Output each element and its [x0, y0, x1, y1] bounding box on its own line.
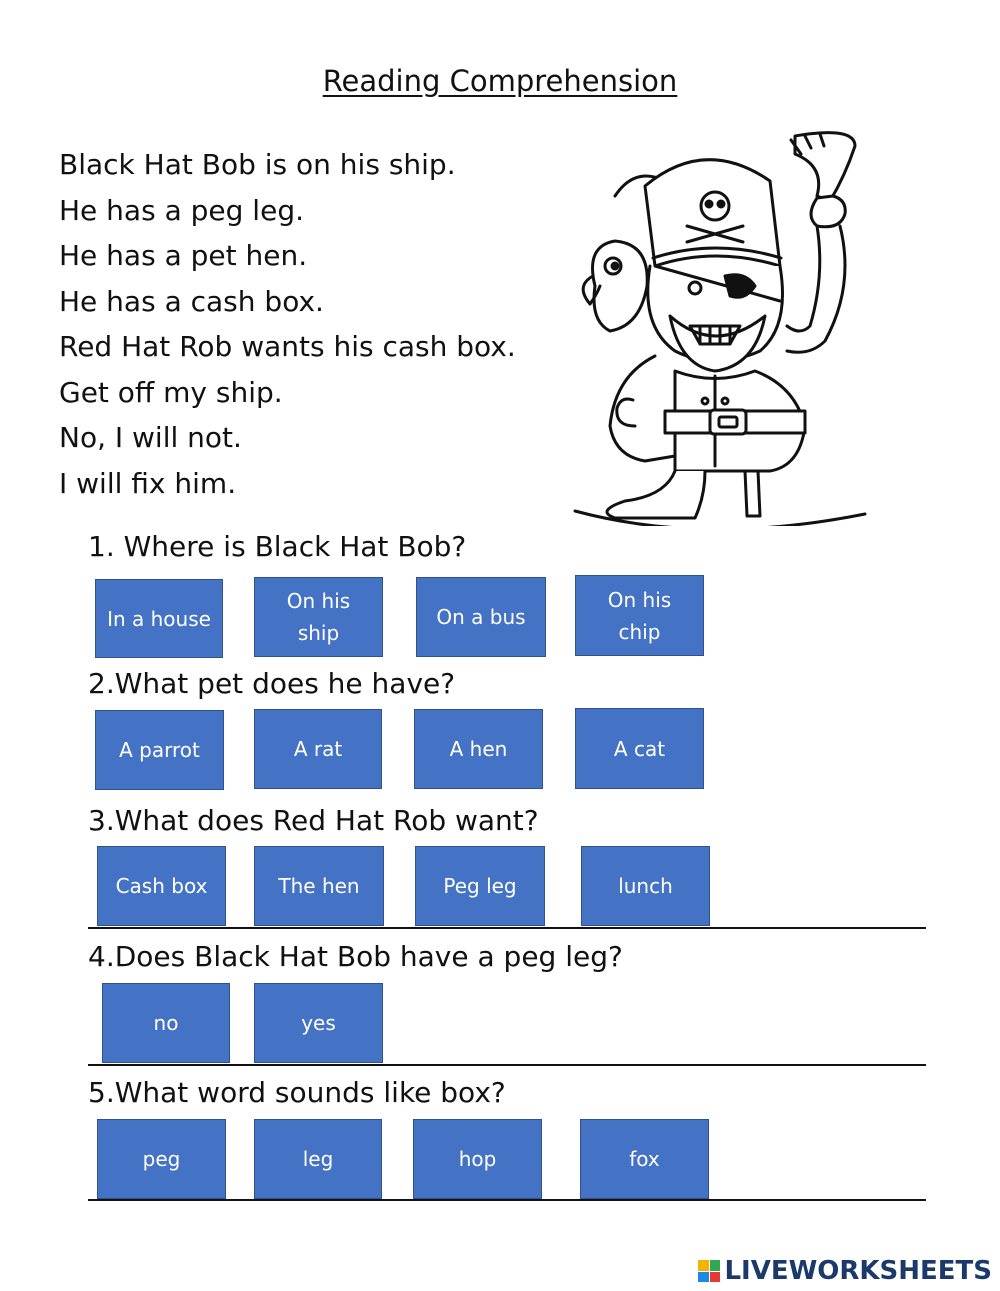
- q5-option-4-button[interactable]: fox: [580, 1119, 709, 1199]
- story-line: Red Hat Rob wants his cash box.: [59, 330, 516, 363]
- q5-option-3-button[interactable]: hop: [413, 1119, 542, 1199]
- question-1: 1. Where is Black Hat Bob?: [88, 530, 467, 563]
- brand-name: LIVEWORKSHEETS: [724, 1256, 992, 1286]
- question-2: 2.What pet does he have?: [88, 667, 456, 700]
- worksheet-title: Reading Comprehension: [322, 64, 678, 98]
- story-line: Black Hat Bob is on his ship.: [59, 148, 456, 181]
- brand-footer: [698, 1254, 992, 1288]
- pirate-illustration-icon: [555, 126, 885, 526]
- answer-line: [88, 927, 926, 929]
- story-line: He has a pet hen.: [59, 239, 308, 272]
- q4-option-1-button[interactable]: no: [102, 983, 230, 1063]
- story-line: He has a peg leg.: [59, 193, 304, 227]
- answer-line: [88, 1064, 926, 1066]
- liveworksheets-logo-icon: [698, 1260, 720, 1282]
- q3-option-1-button[interactable]: Cash box: [97, 846, 226, 926]
- q4-option-2-button[interactable]: yes: [254, 983, 383, 1063]
- q2-option-3-button[interactable]: A hen: [414, 709, 543, 789]
- q3-option-4-button[interactable]: lunch: [581, 846, 710, 926]
- q3-option-3-button[interactable]: Peg leg: [415, 846, 545, 926]
- answer-line: [88, 1199, 926, 1201]
- q2-option-2-button[interactable]: A rat: [254, 709, 382, 789]
- q1-option-3-button[interactable]: On a bus: [416, 577, 546, 657]
- question-5: 5.What word sounds like box?: [88, 1076, 506, 1109]
- story-line: No, I will not.: [59, 421, 242, 454]
- question-3: 3.What does Red Hat Rob want?: [88, 804, 539, 837]
- q1-option-4-button[interactable]: On his chip: [575, 575, 704, 656]
- q1-option-2-button[interactable]: On his ship: [254, 577, 383, 657]
- q1-option-1-button[interactable]: In a house: [95, 579, 223, 658]
- q2-option-4-button[interactable]: A cat: [575, 708, 704, 789]
- story-line: Get off my ship.: [59, 375, 283, 409]
- story-line: He has a cash box.: [59, 284, 324, 318]
- q3-option-2-button[interactable]: The hen: [254, 846, 384, 926]
- q2-option-1-button[interactable]: A parrot: [95, 710, 224, 790]
- q5-option-2-button[interactable]: leg: [254, 1119, 382, 1199]
- story-text: [59, 142, 516, 506]
- story-line: I will fix him.: [59, 466, 237, 500]
- q5-option-1-button[interactable]: peg: [97, 1119, 226, 1199]
- question-4: 4.Does Black Hat Bob have a peg leg?: [88, 940, 623, 973]
